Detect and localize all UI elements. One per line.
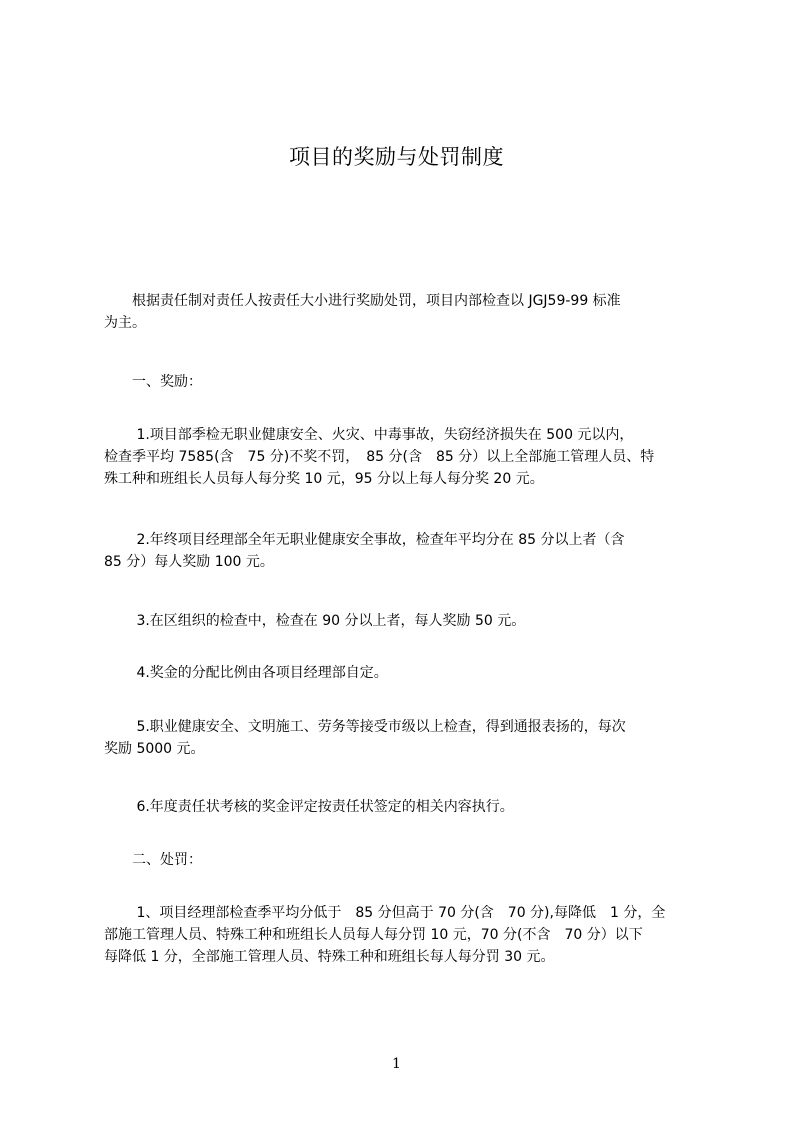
text-line: 85 分）每人奖励 100 元。 [104,554,274,570]
penalty-item-1 [104,902,704,968]
page-number: 1 [392,1056,401,1072]
reward-item-3 [104,610,704,632]
document-title: 项目的奖励与处罚制度 [289,145,504,169]
text-line: 2.年终项目经理部全年无职业健康安全事故，检查年平均分在 85 分以上者（含 [104,532,625,548]
reward-item-1 [104,424,704,490]
text-line: 奖励 5000 元。 [104,741,205,757]
text-line: 为主。 [104,315,146,331]
reward-item-5 [104,716,704,760]
text-line: 3.在区组织的检查中，检查在 90 分以上者，每人奖励 50 元。 [104,613,526,629]
reward-heading: 一、奖励： [104,374,202,390]
text-line: 根据责任制对责任人按责任大小进行奖励处罚，项目内部检查以 JGJ59-99 标准 [104,293,621,309]
text-line: 4.奖金的分配比例由各项目经理部自定。 [104,665,388,681]
text-line: 5.职业健康安全、文明施工、劳务等接受市级以上检查，得到通报表扬的，每次 [104,719,626,735]
intro-paragraph [104,290,704,334]
text-line: 每降低 1 分，全部施工管理人员、特殊工种和班组长每人每分罚 30 元。 [104,949,555,965]
text-line: 1.项目部季检无职业健康安全、火灾、中毒事故，失窃经济损失在 500 元以内， [104,427,634,443]
text-line: 部施工管理人员、特殊工种和班组长人员每人每分罚 10 元，70 分(不含 70 分）以下 [104,927,643,943]
reward-item-2 [104,529,704,573]
penalty-heading: 二、处罚： [104,852,202,868]
text-line: 1、项目经理部检查季平均分低于 85 分但高于 70 分(含 70 分),每降低 1 分，全 [104,905,666,921]
text-line: 检查季平均 7585(含 75 分)不奖不罚， 85 分(含 85 分）以上全部施工管理人员、特 [104,449,655,465]
text-line: 殊工种和班组长人员每人每分奖 10 元，95 分以上每人每分奖 20 元。 [104,471,544,487]
reward-item-6 [104,796,704,818]
text-line: 6.年度责任状考核的奖金评定按责任状签定的相关内容执行。 [104,799,514,815]
reward-item-4 [104,662,704,684]
